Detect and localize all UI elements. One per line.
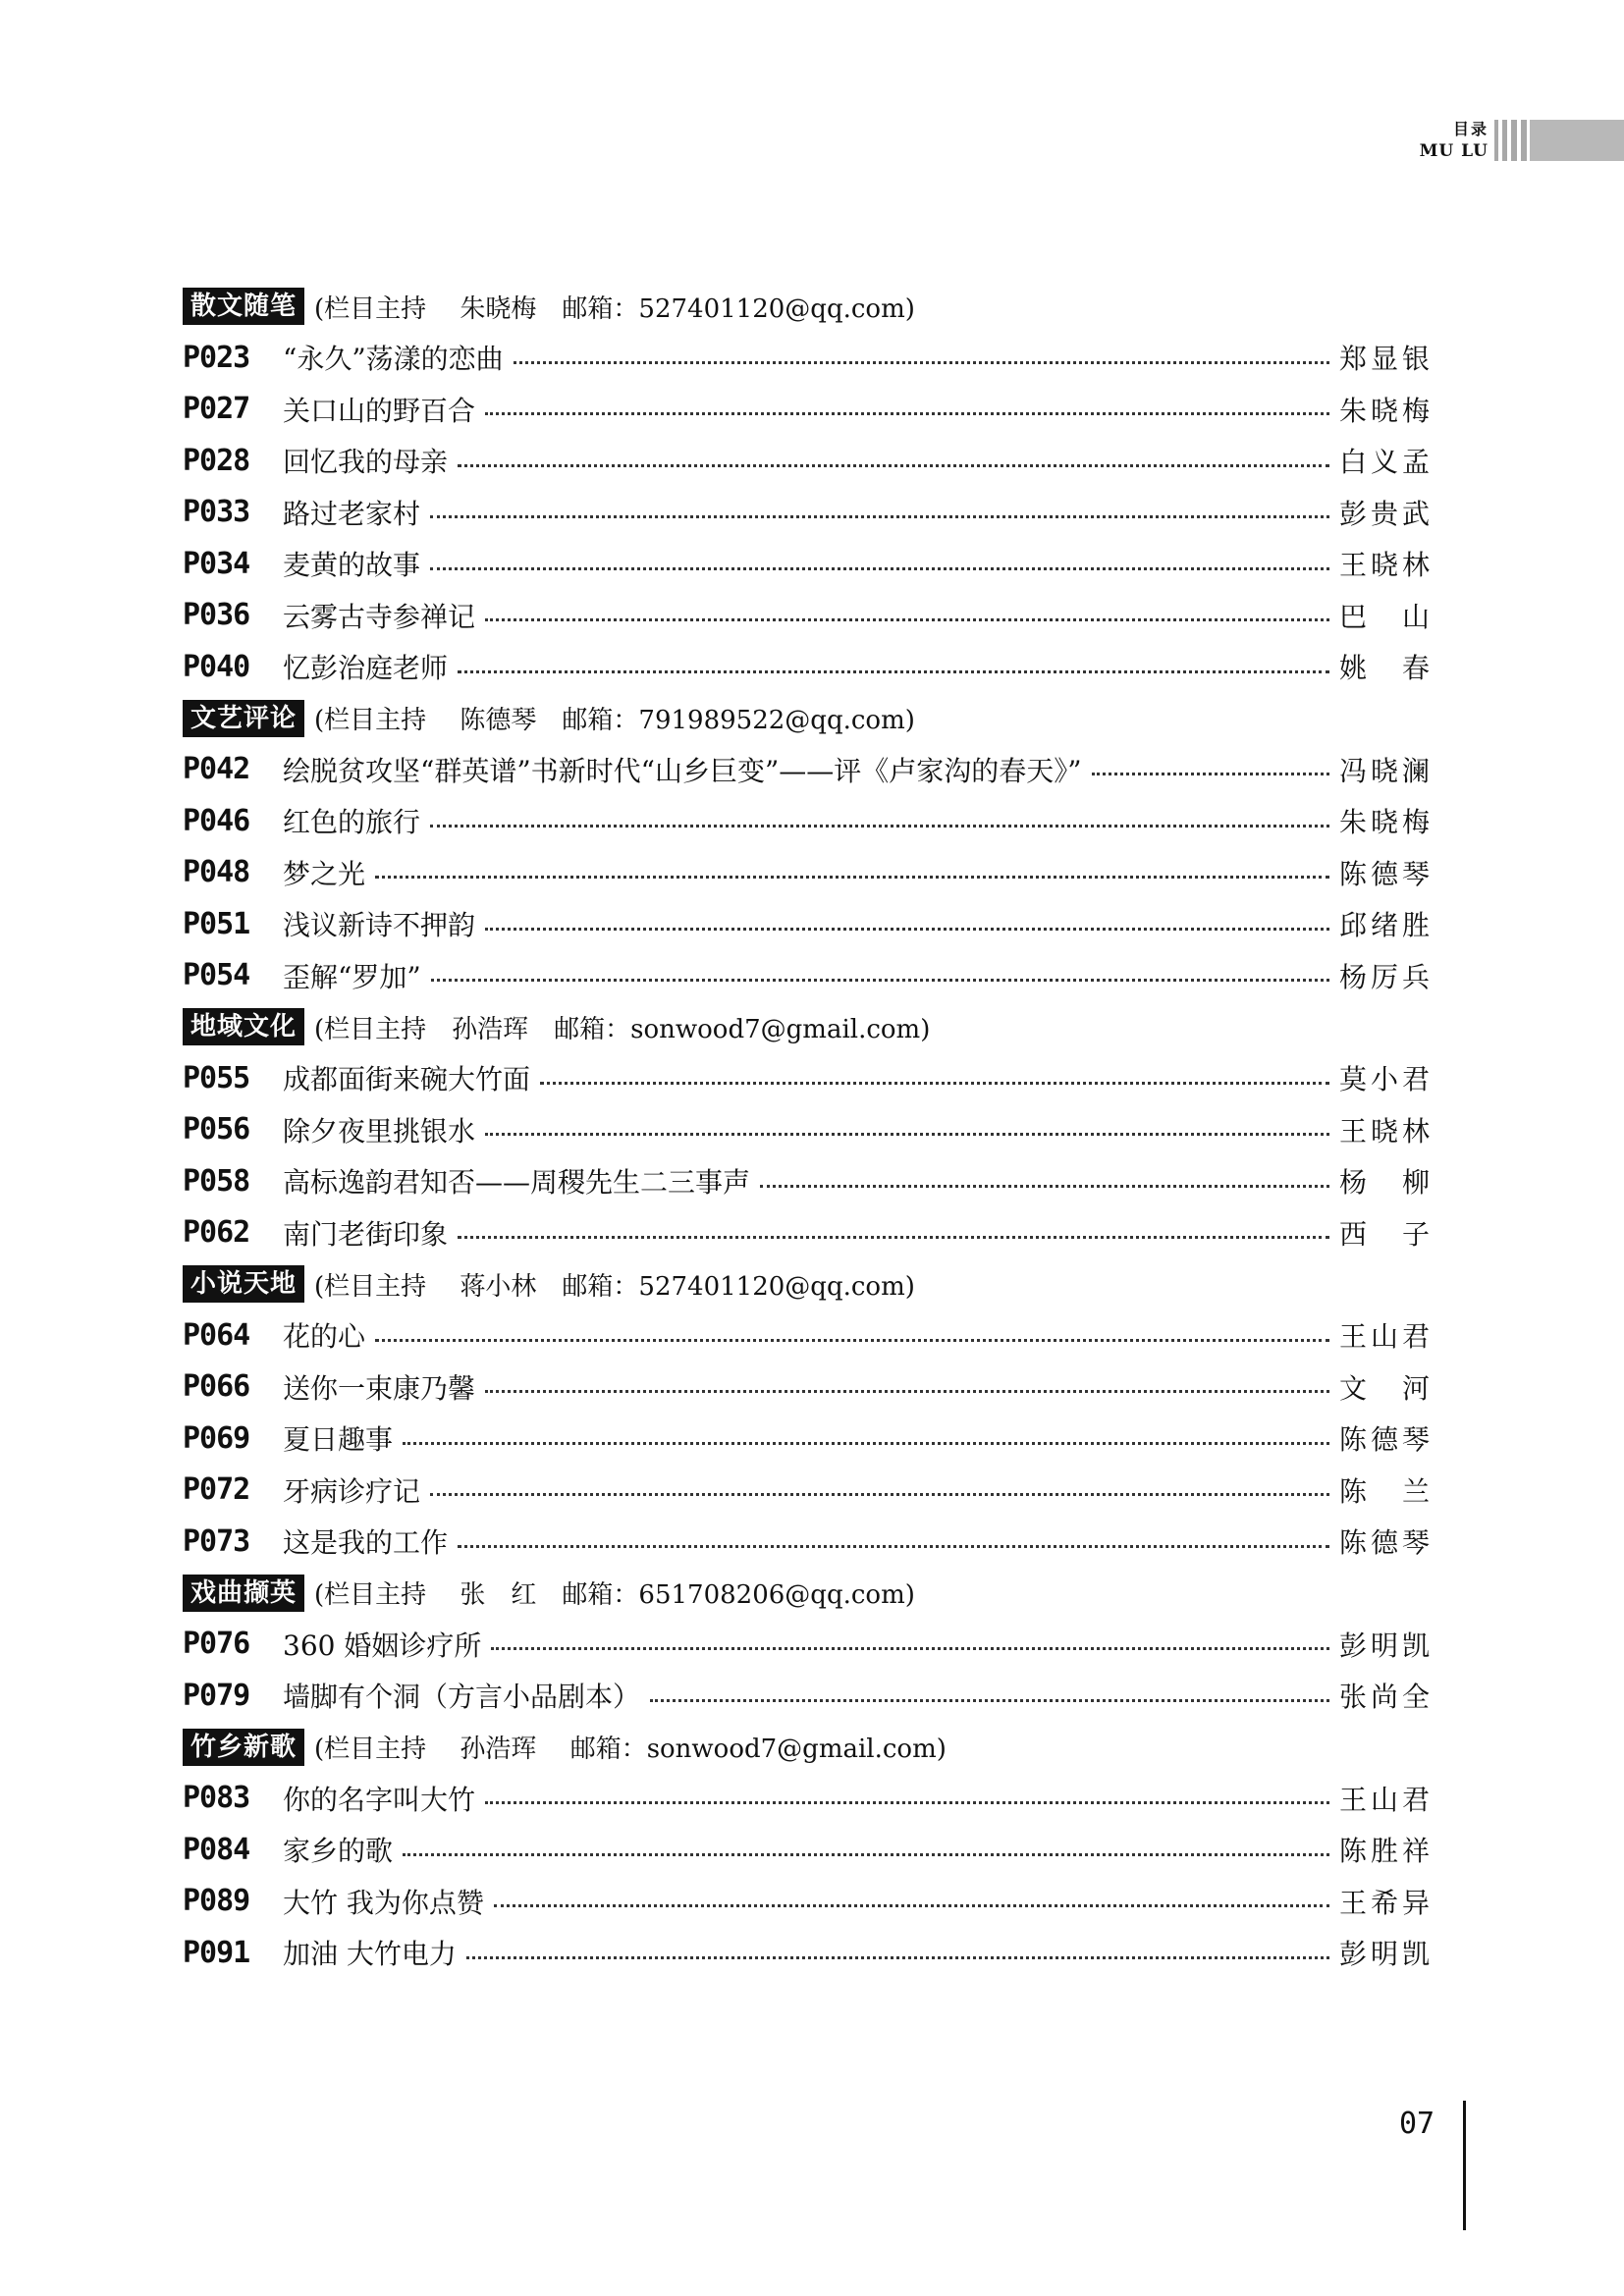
toc-entry[interactable] — [183, 590, 1430, 642]
entry-title: 墙脚有个洞（方言小品剧本） — [283, 1681, 641, 1714]
entry-title: 云雾古寺参禅记 — [283, 600, 476, 633]
section-editor-info: (栏目主持 孙浩珲 邮箱：sonwood7@gmail.com) — [314, 1014, 931, 1044]
entry-author: 彭明凯 — [1339, 1938, 1430, 1971]
entry-page-code: P064 — [183, 1317, 250, 1353]
dot-leader — [458, 1543, 1329, 1548]
entry-title: 关口山的野百合 — [283, 394, 476, 427]
toc-entry[interactable] — [183, 744, 1430, 796]
toc-entry[interactable] — [183, 435, 1430, 487]
toc-entry[interactable] — [183, 795, 1430, 847]
entry-page-code: P055 — [183, 1060, 250, 1095]
section-header — [183, 1258, 1430, 1309]
dot-leader — [458, 668, 1329, 673]
entry-page-code: P066 — [183, 1369, 250, 1405]
entry-page-code: P091 — [183, 1935, 250, 1970]
header-decor-block — [1530, 120, 1624, 161]
entry-page-code: P051 — [183, 906, 250, 941]
entry-author: 王晓林 — [1339, 1114, 1430, 1148]
entry-author: 郑显银 — [1339, 343, 1430, 376]
entry-title: 绘脱贫攻坚“群英谱”书新时代“山乡巨变”——评《卢家沟的春天》” — [283, 754, 1082, 787]
entry-page-code: P069 — [183, 1420, 250, 1456]
entry-author: 邱绪胜 — [1339, 909, 1430, 942]
dot-leader — [403, 1440, 1329, 1445]
entry-title: 夏日趣事 — [283, 1423, 394, 1457]
entry-page-code: P089 — [183, 1884, 250, 1919]
entry-title: 除夕夜里挑银水 — [283, 1114, 476, 1148]
entry-title: 路过老家村 — [283, 497, 421, 530]
entry-title: 梦之光 — [283, 857, 366, 890]
entry-page-code: P028 — [183, 443, 250, 478]
entry-page-code: P034 — [183, 546, 250, 581]
entry-author: 朱晓梅 — [1339, 806, 1430, 839]
entry-author: 巴山 — [1339, 600, 1430, 633]
toc-entry[interactable] — [183, 1104, 1430, 1156]
entry-page-code: P023 — [183, 340, 250, 375]
entry-page-code: P048 — [183, 855, 250, 890]
section-editor-info: (栏目主持 孙浩珲 邮箱：sonwood7@gmail.com) — [314, 1735, 947, 1764]
entry-page-code: P027 — [183, 392, 250, 427]
dot-leader — [466, 1954, 1329, 1959]
entry-author: 张尚全 — [1339, 1681, 1430, 1714]
entry-page-code: P036 — [183, 598, 250, 633]
toc-entry[interactable] — [183, 1413, 1430, 1465]
entry-title: “永久”荡漾的恋曲 — [283, 343, 504, 376]
section-header — [183, 1568, 1430, 1619]
dot-leader — [375, 1337, 1329, 1342]
dot-leader — [760, 1183, 1329, 1188]
toc-entry[interactable] — [183, 487, 1430, 539]
entry-author: 西子 — [1339, 1217, 1430, 1251]
entry-author: 陈兰 — [1339, 1474, 1430, 1508]
dot-leader — [485, 926, 1329, 931]
entry-title: 送你一束康乃馨 — [283, 1371, 476, 1405]
dot-leader — [514, 359, 1329, 364]
entry-title: 回忆我的母亲 — [283, 446, 449, 479]
entry-author: 彭明凯 — [1339, 1629, 1430, 1662]
entry-author: 冯晓澜 — [1339, 754, 1430, 787]
entry-page-code: P046 — [183, 803, 250, 838]
toc-entry[interactable] — [183, 950, 1430, 1002]
entry-title: 麦黄的故事 — [283, 549, 421, 582]
section-editor-info: (栏目主持 陈德琴 邮箱：791989522@qq.com) — [314, 706, 915, 735]
toc-entry[interactable] — [183, 1465, 1430, 1517]
entry-author: 王晓林 — [1339, 549, 1430, 582]
entry-title: 忆彭治庭老师 — [283, 652, 449, 685]
entry-author: 莫小君 — [1339, 1063, 1430, 1096]
dot-leader — [430, 1491, 1329, 1496]
dot-leader — [494, 1902, 1329, 1907]
dot-leader — [485, 1131, 1329, 1136]
entry-title: 你的名字叫大竹 — [283, 1783, 476, 1816]
dot-leader — [375, 874, 1329, 879]
footer-rule — [1463, 2101, 1466, 2230]
dot-leader — [650, 1697, 1329, 1702]
dot-leader — [1092, 771, 1329, 775]
toc-entry[interactable] — [183, 1052, 1430, 1104]
toc-entry[interactable] — [183, 641, 1430, 693]
entry-title: 这是我的工作 — [283, 1526, 449, 1560]
toc-entry[interactable] — [183, 1670, 1430, 1722]
section-header — [183, 1001, 1430, 1052]
dot-leader — [540, 1080, 1329, 1085]
section-label: 地域文化 — [183, 1008, 304, 1045]
section-header — [183, 1722, 1430, 1773]
entry-page-code: P073 — [183, 1523, 250, 1559]
entry-title: 360 婚姻诊疗所 — [283, 1629, 482, 1662]
entry-author: 杨柳 — [1339, 1166, 1430, 1200]
dot-leader — [485, 1799, 1329, 1804]
page-header — [0, 116, 1624, 165]
header-title — [1420, 122, 1489, 160]
entry-author: 王山君 — [1339, 1320, 1430, 1354]
section-header — [183, 693, 1430, 744]
entry-author: 陈胜祥 — [1339, 1835, 1430, 1868]
section-label: 戏曲撷英 — [183, 1575, 304, 1612]
toc-entry[interactable] — [183, 384, 1430, 436]
entry-page-code: P040 — [183, 649, 250, 684]
entry-page-code: P076 — [183, 1627, 250, 1662]
dot-leader — [430, 565, 1329, 570]
toc-entry[interactable] — [183, 1207, 1430, 1259]
toc-entry[interactable] — [183, 1516, 1430, 1568]
section-editor-info: (栏目主持 张 红 邮箱：651708206@qq.com) — [314, 1580, 915, 1610]
section-label: 散文随笔 — [183, 288, 304, 325]
entry-title: 高标逸韵君知否——周稷先生二三事声 — [283, 1166, 751, 1200]
dot-leader — [491, 1645, 1329, 1650]
toc-entry[interactable] — [183, 538, 1430, 590]
entry-page-code: P079 — [183, 1678, 250, 1713]
section-editor-info: (栏目主持 朱晓梅 邮箱：527401120@qq.com) — [314, 294, 915, 324]
section-header — [183, 281, 1430, 332]
entry-page-code: P058 — [183, 1163, 250, 1199]
entry-title: 大竹 我为你点赞 — [283, 1886, 484, 1919]
entry-title: 加油 大竹电力 — [283, 1938, 457, 1971]
toc-entry[interactable] — [183, 1773, 1430, 1825]
toc-entry[interactable] — [183, 332, 1430, 384]
section-label: 小说天地 — [183, 1265, 304, 1303]
toc-entry[interactable] — [183, 1876, 1430, 1928]
dot-leader — [485, 616, 1329, 621]
toc-entry[interactable] — [183, 1155, 1430, 1207]
entry-author: 姚春 — [1339, 652, 1430, 685]
toc-entry[interactable] — [183, 1619, 1430, 1671]
entry-page-code: P083 — [183, 1781, 250, 1816]
dot-leader — [403, 1851, 1329, 1856]
header-title-cn: 目录 — [1452, 120, 1489, 138]
entry-title: 红色的旅行 — [283, 806, 421, 839]
entry-author: 白义孟 — [1339, 446, 1430, 479]
dot-leader — [485, 1388, 1329, 1393]
dot-leader — [431, 977, 1329, 982]
entry-author: 王山君 — [1339, 1783, 1430, 1816]
entry-title: 歪解“罗加” — [283, 960, 421, 993]
dot-leader — [430, 823, 1329, 828]
section-editor-info: (栏目主持 蒋小林 邮箱：527401120@qq.com) — [314, 1271, 915, 1302]
header-title-en: MU LU — [1419, 141, 1489, 161]
section-label: 文艺评论 — [183, 700, 304, 737]
entry-page-code: P084 — [183, 1832, 250, 1867]
entry-title: 牙病诊疗记 — [283, 1474, 421, 1508]
section-label: 竹乡新歌 — [183, 1729, 304, 1766]
entry-title: 花的心 — [283, 1320, 366, 1354]
entry-author: 彭贵武 — [1339, 497, 1430, 530]
toc-entry[interactable] — [183, 847, 1430, 899]
table-of-contents — [183, 281, 1430, 1979]
toc-entry[interactable] — [183, 1927, 1430, 1979]
entry-title: 家乡的歌 — [283, 1835, 394, 1868]
entry-author: 杨厉兵 — [1339, 960, 1430, 993]
entry-page-code: P033 — [183, 495, 250, 530]
entry-author: 朱晓梅 — [1339, 394, 1430, 427]
dot-leader — [458, 462, 1329, 467]
entry-author: 文河 — [1339, 1371, 1430, 1405]
toc-entry[interactable] — [183, 1362, 1430, 1414]
toc-entry[interactable] — [183, 1824, 1430, 1876]
entry-author: 陈德琴 — [1339, 857, 1430, 890]
entry-page-code: P072 — [183, 1472, 250, 1508]
entry-page-code: P062 — [183, 1215, 250, 1251]
entry-title: 南门老街印象 — [283, 1217, 449, 1251]
entry-author: 王希异 — [1339, 1886, 1430, 1919]
entry-page-code: P042 — [183, 752, 250, 787]
dot-leader — [430, 513, 1329, 518]
entry-author: 陈德琴 — [1339, 1423, 1430, 1457]
entry-title: 成都面街来碗大竹面 — [283, 1063, 531, 1096]
page-number: 07 — [1399, 2107, 1435, 2141]
entry-title: 浅议新诗不押韵 — [283, 909, 476, 942]
dot-leader — [485, 410, 1329, 415]
entry-author: 陈德琴 — [1339, 1526, 1430, 1560]
entry-page-code: P056 — [183, 1112, 250, 1148]
entry-page-code: P054 — [183, 958, 250, 993]
toc-entry[interactable] — [183, 898, 1430, 950]
dot-leader — [458, 1234, 1329, 1239]
toc-entry[interactable] — [183, 1309, 1430, 1362]
